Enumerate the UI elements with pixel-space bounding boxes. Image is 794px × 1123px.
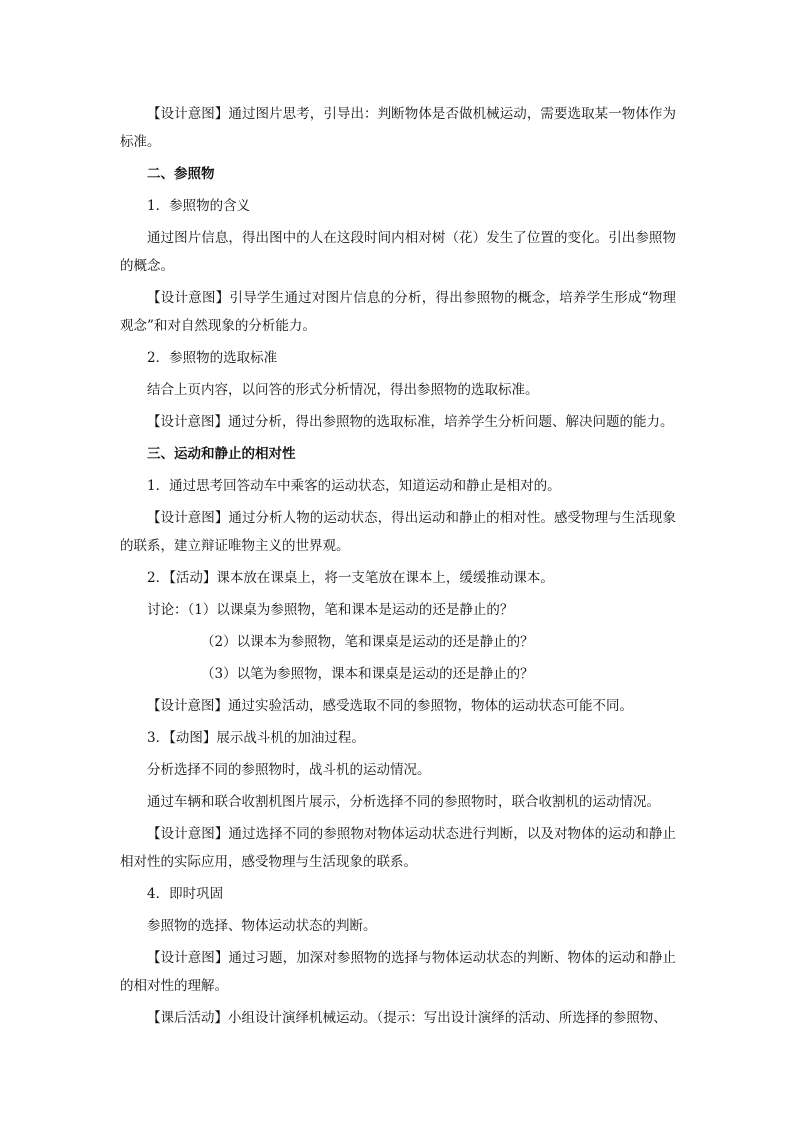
paragraph: 通过车辆和联合收割机图片展示，分析选择不同的参照物时，联合收割机的运动情况。 [147,794,660,810]
paragraph: 结合上页内容，以问答的形式分析情况，得出参照物的选取标准。 [147,382,539,398]
paragraph: 【设计意图】通过分析人物的运动状态，得出运动和静止的相对性。感受物理与生活现象的联系，建立辩证唯物主义的世界观。 [120,510,676,554]
paragraph: 【设计意图】通过实验活动，感受选取不同的参照物，物体的运动状态可能不同。 [147,698,633,714]
paragraph: 4．即时巩固 [147,886,224,902]
paragraph: 【课后活动】小组设计演绎机械运动。（提示：写出设计演绎的活动、所选择的参照物、 [147,1010,667,1026]
discussion-item: （3）以笔为参照物，课本和课桌是运动的还是静止的？ [201,666,534,682]
paragraph: 【设计意图】引导学生通过对图片信息的分析，得出参照物的概念，培养学生形成“物理观念”和对自然现象的分析能力。 [120,290,676,334]
paragraph: 【设计意图】通过习题，加深对参照物的选择与物体运动状态的判断、物体的运动和静止的相对性的理解。 [120,950,676,994]
paragraph: 参照物的选择、物体运动状态的判断。 [147,918,377,934]
paragraph: 【设计意图】通过分析，得出参照物的选取标准，培养学生分析问题、解决问题的能力。 [147,414,674,430]
paragraph: 【设计意图】通过选择不同的参照物对物体运动状态进行判断，以及对物体的运动和静止相对性的实际应用，感受物理与生活现象的联系。 [120,826,676,870]
discussion-item: （2）以课本为参照物，笔和课桌是运动的还是静止的？ [201,634,534,650]
paragraph: 【设计意图】通过图片思考，引导出：判断物体是否做机械运动，需要选取某一物体作为标准。 [120,106,676,150]
paragraph: 2．【活动】课本放在课桌上，将一支笔放在课本上，缓缓推动课本。 [147,570,554,586]
paragraph: 通过图片信息，得出图中的人在这段时间内相对树（花）发生了位置的变化。引出参照物的概念。 [120,230,676,274]
paragraph: 1．通过思考回答动车中乘客的运动状态，知道运动和静止是相对的。 [147,478,561,494]
paragraph: 分析选择不同的参照物时，战斗机的运动情况。 [147,762,431,778]
paragraph: 1．参照物的含义 [147,198,251,214]
section-heading: 三、运动和静止的相对性 [147,446,296,462]
section-heading: 二、参照物 [147,166,215,182]
document-page [120,100,676,1036]
paragraph: 2．参照物的选取标准 [147,350,278,366]
discussion-item: 讨论：（1）以课桌为参照物，笔和课本是运动的还是静止的？ [147,602,514,618]
paragraph: 3．【动图】展示战斗机的加油过程。 [147,730,365,746]
